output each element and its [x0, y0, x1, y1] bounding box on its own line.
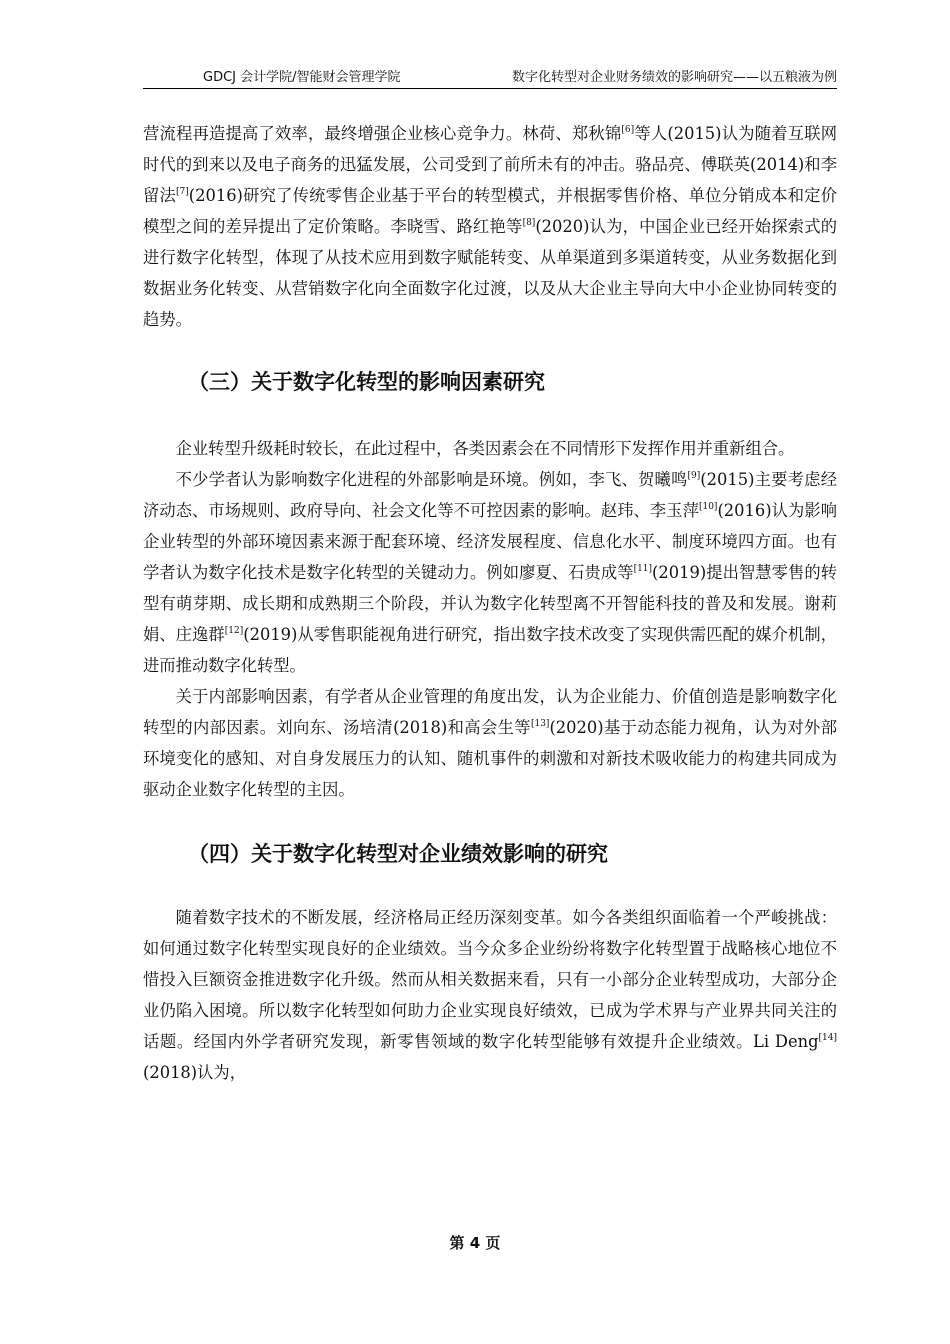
header-right: 数字化转型对企业财务绩效的影响研究——以五粮液为例 — [511, 70, 837, 85]
paragraph-3 — [143, 464, 837, 681]
text-run: (2020)基于动态能力视角，认为对外部环境变化的感知、对自身发展压力的认知、随机事件的刺激和对新技术吸收能力的构建共同成为驱动企业数字化转型的主因。 — [143, 718, 837, 799]
text-run: 等人(2015)认为随着互联网时代的到来以及电子商务的迅猛发展，公司受到了前所未有的冲击。骆品亮、傅联英(2014)和李留法 — [143, 124, 837, 205]
text-run: (2016)认为影响企业转型的外部环境因素来源于配套环境、经济发展程度、信息化水平、制度环境四方面。也有学者认为数字化技术是数字化转型的关键动力。例如廖夏、石贵成等 — [143, 501, 837, 582]
text-run: 营流程再造提高了效率，最终增强企业核心竞争力。林荷、郑秋锦 — [143, 124, 622, 143]
citation-8: [8] — [522, 218, 536, 228]
section-heading-3: （三）关于数字化转型的影响因素研究 — [188, 370, 545, 394]
citation-14: [14] — [818, 1033, 837, 1043]
paragraph-5 — [143, 902, 837, 1088]
header-left: GDCJ 会计学院/智能财会管理学院 — [203, 70, 401, 85]
page-header — [143, 66, 837, 89]
text-run: (2016)研究了传统零售企业基于平台的转型模式，并根据零售价格、单位分销成本和定价模型之间的差异提出了定价策略。李晓雪、路红艳等 — [143, 186, 837, 236]
page-number: 第 4 页 — [449, 1234, 501, 1252]
citation-13: [13] — [530, 719, 550, 729]
text-run: 关于内部影响因素，有学者从企业管理的角度出发，认为企业能力、价值创造是影响数字化转型的内部因素。刘向东、汤培清(2018)和高会生等 — [143, 687, 837, 737]
paragraph-2: 企业转型升级耗时较长，在此过程中，各类因素会在不同情形下发挥作用并重新组合。 — [175, 439, 795, 458]
text-run: 随着数字技术的不断发展，经济格局正经历深刻变革。如今各类组织面临着一个严峻挑战：如何通过数字化转型实现良好的企业绩效。当今众多企业纷纷将数字化转型置于战略核心地位不惜投入巨额资金推进数字化升级。然而从相关数据来看，只有一小部分企业转型成功，大部分企业仍陷入困境。所以数字化转型如何助力企业实现良好绩效，已成为学术界与产业界共同关注的话题。经国内外学者研究发现，新零售领域的数字化转型能够有效提升企业绩效。Li Deng — [143, 908, 837, 1051]
body-text — [143, 118, 837, 1088]
text-run: 不少学者认为影响数字化进程的外部影响是环境。例如，李飞、贺曦鸣 — [175, 470, 688, 489]
citation-9: [9] — [687, 471, 701, 481]
text-run: (2019)提出智慧零售的转型有萌芽期、成长期和成熟期三个阶段，并认为数字化转型离不开智能科技的普及和发展。谢莉娟、庄逸群 — [143, 563, 837, 644]
paragraph-1 — [143, 118, 837, 335]
citation-10: [10] — [698, 502, 718, 512]
citation-12: [12] — [224, 626, 244, 636]
citation-11: [11] — [633, 564, 653, 574]
paragraph-4 — [143, 681, 837, 805]
citation-7: [7] — [176, 187, 189, 197]
citation-6: [6] — [621, 125, 635, 135]
text-run: (2018)认为， — [143, 1063, 246, 1082]
section-heading-4: （四）关于数字化转型对企业绩效影响的研究 — [188, 842, 608, 866]
text-run: (2019)从零售职能视角进行研究，指出数字技术改变了实现供需匹配的媒介机制，进而推动数字化转型。 — [143, 625, 837, 675]
text-run: (2015)主要考虑经济动态、市场规则、政府导向、社会文化等不可控因素的影响。赵玮、李玉萍 — [143, 470, 837, 520]
text-run: (2020)认为，中国企业已经开始探索式的进行数字化转型，体现了从技术应用到数字赋能转变、从单渠道到多渠道转变，从业务数据化到数据业务化转变、从营销数字化向全面数字化过渡，以及从大企业主导向大中小企业协同转变的趋势。 — [143, 217, 837, 329]
